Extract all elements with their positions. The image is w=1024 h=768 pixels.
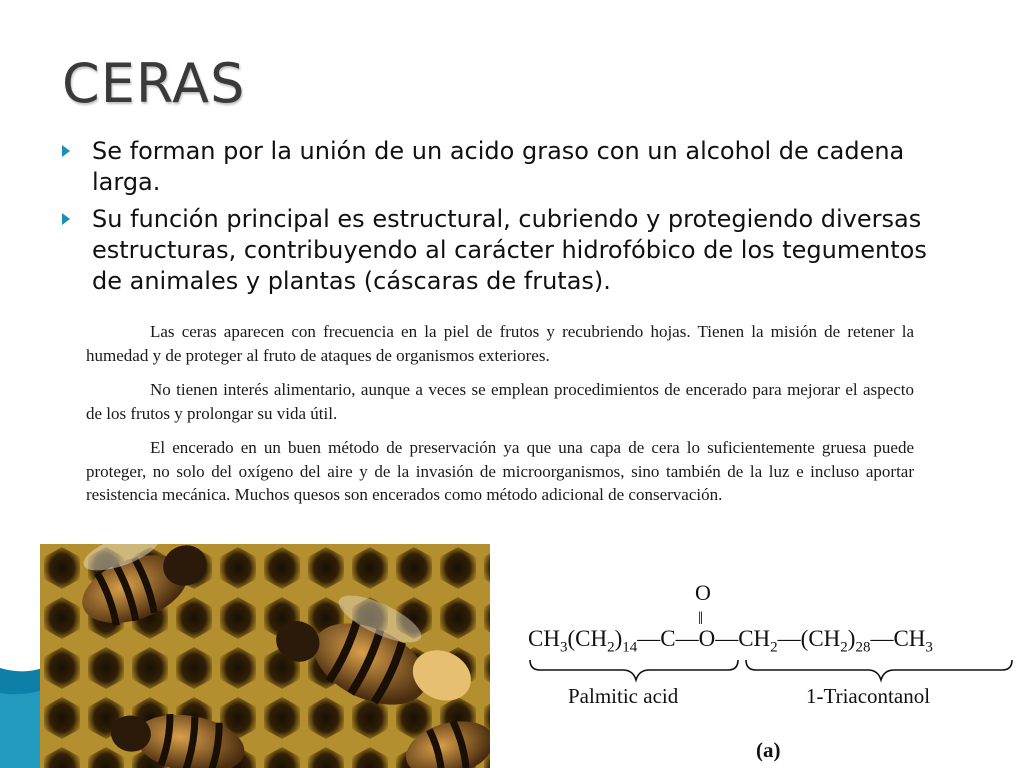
- triangle-bullet-icon: [62, 145, 70, 157]
- formula-line: $CH_3(CH_2)_{14}—C—O—CH_2—(CH_2)_{28}—CH_3$: [528, 626, 933, 656]
- triangle-bullet-icon: [62, 213, 70, 225]
- figure-caption: (a): [756, 738, 781, 762]
- double-bond: ‖: [698, 608, 704, 628]
- bullet-text: Su función principal es estructural, cubriendo y protegiendo diversas estructuras, contribuyendo al carácter hidrofóbico de los tegumentos de animales y plantas (cáscaras de frutas).: [92, 205, 927, 295]
- excerpt-paragraph: No tienen interés alimentario, aunque a veces se emplean procedimientos de encerado para mejorar el aspecto de los frutos y prolongar su vida útil.: [86, 380, 914, 423]
- underbraces: [528, 658, 1018, 684]
- text-excerpt: [86, 320, 914, 518]
- excerpt-paragraph: Las ceras aparecen con frecuencia en la piel de frutos y recubriendo hojas. Tienen la misión de retener la humedad y de proteger al fruto de ataques de organismos exteriores.: [86, 322, 914, 365]
- bullet-item: [62, 136, 962, 198]
- wax-ester-formula: [528, 578, 1018, 768]
- triacontanol-label: 1-Triacontanol: [806, 684, 931, 708]
- palmitic-acid-label: Palmitic acid: [568, 684, 679, 708]
- excerpt-paragraph: El encerado en un buen método de preservación ya que una capa de cera lo suficientemente gruesa puede proteger, no solo del oxígeno del aire y de la invasión de microorganismos, sino también de la luz e incluso aportar resistencia mecánica. Muchos quesos son encerados como método adicional de conservación.: [86, 438, 914, 504]
- bullet-list: [62, 136, 962, 303]
- slide-title: CERAS: [62, 52, 246, 115]
- carbonyl-oxygen: O: [695, 580, 711, 605]
- bullet-item: [62, 204, 962, 297]
- bullet-text: Se forman por la unión de un acido graso con un alcohol de cadena larga.: [92, 137, 905, 196]
- bees-honeycomb-photo: [40, 544, 490, 768]
